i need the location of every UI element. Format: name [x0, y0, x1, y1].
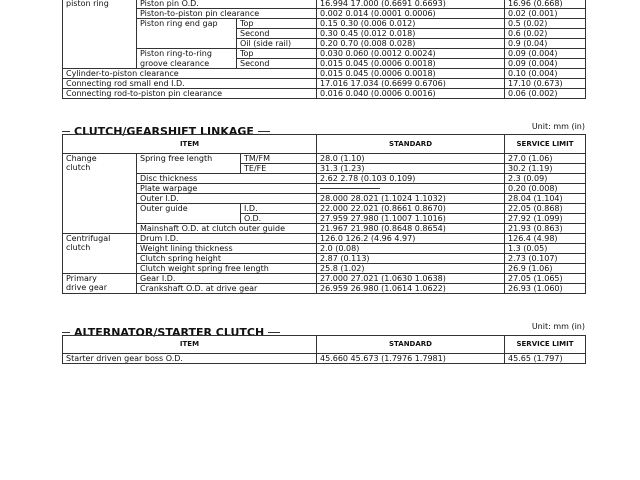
- standard-value: 0.015 0.045 (0.0006 0.0018): [317, 69, 505, 79]
- standard-header: STANDARD: [317, 336, 505, 354]
- sub-item-label: Second: [237, 59, 317, 69]
- table-row: [63, 174, 586, 184]
- item-label: Connecting rod-to-piston pin clearance: [63, 89, 317, 99]
- item-label: Piston ring-to-ring: [137, 49, 237, 59]
- standard-value: [317, 184, 505, 194]
- item-label: Spring free length: [137, 154, 241, 174]
- service-limit-value: 27.0 (1.06): [505, 154, 586, 164]
- table-row: [63, 89, 586, 99]
- sub-item-label: Second: [237, 29, 317, 39]
- item-label: Mainshaft O.D. at clutch outer guide: [137, 224, 317, 234]
- table-row: [63, 284, 586, 294]
- service-limit-value: 17.10 (0.673): [505, 79, 586, 89]
- service-limit-value: 2.3 (0.09): [505, 174, 586, 184]
- item-label: Piston pin O.D.: [137, 0, 317, 9]
- table-row: [63, 224, 586, 234]
- standard-value: 126.0 126.2 (4.96 4.97): [317, 234, 505, 244]
- table-row: [63, 59, 586, 69]
- service-limit-value: 0.06 (0.002): [505, 89, 586, 99]
- table-row: [63, 264, 586, 274]
- service-limit-value: 0.20 (0.008): [505, 184, 586, 194]
- sub-item-label: Oil (side rail): [237, 39, 317, 49]
- service-limit-value: 27.92 (1.099): [505, 214, 586, 224]
- service-limit-value: 0.10 (0.004): [505, 69, 586, 79]
- group-label: piston ring: [63, 0, 137, 69]
- dash-line: [320, 188, 380, 189]
- service-limit-header: SERVICE LIMIT: [505, 135, 586, 154]
- standard-value: 45.660 45.673 (1.7976 1.7981): [317, 354, 505, 364]
- item-label: Plate warpage: [137, 184, 317, 194]
- table-row: [63, 254, 586, 264]
- service-limit-value: 126.4 (4.98): [505, 234, 586, 244]
- standard-value: 0.20 0.70 (0.008 0.028): [317, 39, 505, 49]
- service-limit-value: 45.65 (1.797): [505, 354, 586, 364]
- standard-value: 26.959 26.980 (1.0614 1.0622): [317, 284, 505, 294]
- standard-value: 0.002 0.014 (0.0001 0.0006): [317, 9, 505, 19]
- alternator-section-title: ALTERNATOR/STARTER CLUTCH: [62, 326, 280, 339]
- item-label: Outer guide: [137, 204, 241, 224]
- service-limit-value: 2.73 (0.107): [505, 254, 586, 264]
- table-row: [63, 79, 586, 89]
- service-limit-value: 26.9 (1.06): [505, 264, 586, 274]
- service-limit-value: 0.9 (0.04): [505, 39, 586, 49]
- service-limit-value: 26.93 (1.060): [505, 284, 586, 294]
- table-row: [63, 244, 586, 254]
- table-row: [63, 194, 586, 204]
- standard-value: 27.000 27.021 (1.0630 1.0638): [317, 274, 505, 284]
- alternator-unit-label: Unit: mm (in): [531, 322, 585, 331]
- table-row: [63, 234, 586, 244]
- service-limit-value: 1.3 (0.05): [505, 244, 586, 254]
- item-label: Clutch weight spring free length: [137, 264, 317, 274]
- table-row: [63, 274, 586, 284]
- group-label: Change clutch: [63, 154, 137, 234]
- service-limit-value: 21.93 (0.863): [505, 224, 586, 234]
- standard-value: 17.016 17.034 (0.6699 0.6706): [317, 79, 505, 89]
- table-row: [63, 0, 586, 9]
- cylinder-piston-table: [62, 0, 586, 99]
- standard-value: 2.87 (0.113): [317, 254, 505, 264]
- standard-header: STANDARD: [317, 135, 505, 154]
- service-limit-value: 16.96 (0.668): [505, 0, 586, 9]
- service-limit-value: 30.2 (1.19): [505, 164, 586, 174]
- group-label: Primary drive gear: [63, 274, 137, 294]
- clutch-table: [62, 134, 586, 294]
- standard-value: 28.000 28.021 (1.1024 1.1032): [317, 194, 505, 204]
- item-label: Outer I.D.: [137, 194, 317, 204]
- item-label: Starter driven gear boss O.D.: [63, 354, 317, 364]
- standard-value: 16.994 17.000 (0.6691 0.6693): [317, 0, 505, 9]
- standard-value: 2.62 2.78 (0.103 0.109): [317, 174, 505, 184]
- item-label: Weight lining thickness: [137, 244, 317, 254]
- service-limit-value: 0.09 (0.004): [505, 59, 586, 69]
- sub-item-label: Top: [237, 49, 317, 59]
- item-label: Disc thickness: [137, 174, 317, 184]
- standard-value: 25.8 (1.02): [317, 264, 505, 274]
- service-limit-header: SERVICE LIMIT: [505, 336, 586, 354]
- standard-value: 28.0 (1.10): [317, 154, 505, 164]
- service-limit-value: 28.04 (1.104): [505, 194, 586, 204]
- alternator-table: [62, 335, 586, 364]
- standard-value: 0.016 0.040 (0.0006 0.0016): [317, 89, 505, 99]
- clutch-unit-label: Unit: mm (in): [531, 122, 585, 131]
- standard-value: 0.15 0.30 (0.006 0.012): [317, 19, 505, 29]
- item-label: groove clearance: [137, 59, 237, 69]
- standard-value: 0.30 0.45 (0.012 0.018): [317, 29, 505, 39]
- service-limit-value: 27.05 (1.065): [505, 274, 586, 284]
- sub-item-label: TE/FE: [241, 164, 317, 174]
- sub-item-label: TM/FM: [241, 154, 317, 164]
- item-header: ITEM: [63, 336, 317, 354]
- table-row: [63, 69, 586, 79]
- standard-value: 21.967 21.980 (0.8648 0.8654): [317, 224, 505, 234]
- service-limit-value: 0.02 (0.001): [505, 9, 586, 19]
- item-label: Clutch spring height: [137, 254, 317, 264]
- service-limit-value: 0.5 (0.02): [505, 19, 586, 29]
- item-header: ITEM: [63, 135, 317, 154]
- table-row: [63, 154, 586, 164]
- service-limit-value: 0.6 (0.02): [505, 29, 586, 39]
- item-label: Drum I.D.: [137, 234, 317, 244]
- sub-item-label: Top: [237, 19, 317, 29]
- item-label: Piston-to-piston pin clearance: [137, 9, 317, 19]
- service-limit-value: 22.05 (0.868): [505, 204, 586, 214]
- standard-value: 0.030 0.060 (0.0012 0.0024): [317, 49, 505, 59]
- standard-value: 0.015 0.045 (0.0006 0.0018): [317, 59, 505, 69]
- item-label: Cylinder-to-piston clearance: [63, 69, 317, 79]
- service-limit-value: 0.09 (0.004): [505, 49, 586, 59]
- standard-value: 27.959 27.980 (1.1007 1.1016): [317, 214, 505, 224]
- sub-item-label: I.D.: [241, 204, 317, 214]
- table-row: [63, 19, 586, 29]
- item-label: Piston ring end gap: [137, 19, 237, 49]
- group-label: Centrifugal clutch: [63, 234, 137, 274]
- table-row: [63, 204, 586, 214]
- item-label: Gear I.D.: [137, 274, 317, 284]
- table-row: [63, 49, 586, 59]
- table-row: [63, 184, 586, 194]
- standard-value: 2.0 (0.08): [317, 244, 505, 254]
- standard-value: 22.000 22.021 (0.8661 0.8670): [317, 204, 505, 214]
- sub-item-label: O.D.: [241, 214, 317, 224]
- item-label: Connecting rod small end I.D.: [63, 79, 317, 89]
- table-row: [63, 354, 586, 364]
- item-label: Crankshaft O.D. at drive gear: [137, 284, 317, 294]
- standard-value: 31.3 (1.23): [317, 164, 505, 174]
- table-row: [63, 9, 586, 19]
- clutch-section-title: CLUTCH/GEARSHIFT LINKAGE: [62, 125, 270, 138]
